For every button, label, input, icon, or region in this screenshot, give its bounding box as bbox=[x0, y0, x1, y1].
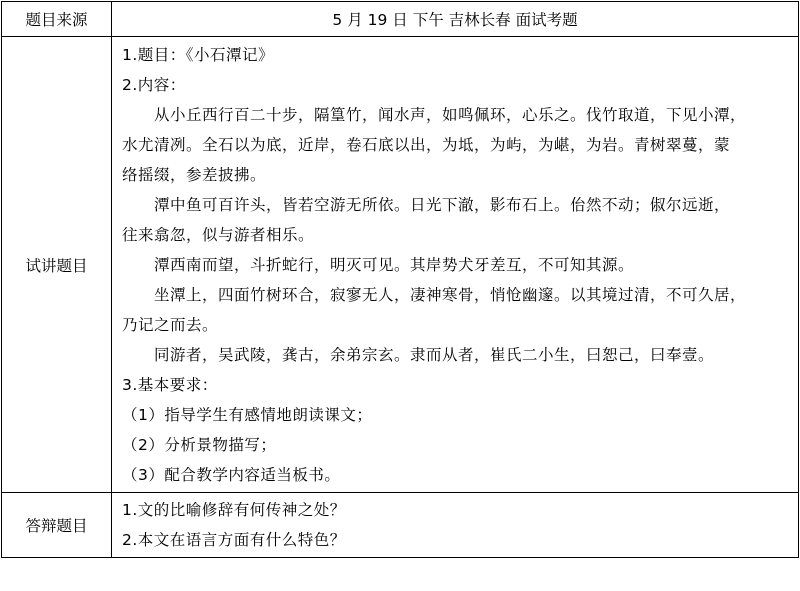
lecture-row bbox=[2, 37, 799, 493]
interview-question-sheet bbox=[0, 1, 800, 591]
source-label: 题目来源 bbox=[2, 2, 112, 37]
defense-label: 答辩题目 bbox=[2, 493, 112, 558]
source-row bbox=[2, 2, 799, 37]
requirement-item: （1）指导学生有感情地朗读课文； bbox=[122, 406, 373, 424]
passage-line: 从小丘西行百二十步，隔篁竹，闻水声，如鸣佩环，心乐之。伐竹取道，下见小潭， bbox=[154, 106, 747, 124]
passage-line: 坐潭上，四面竹树环合，寂寥无人，凄神寒骨，悄怆幽邃。以其境过清，不可久居， bbox=[154, 286, 747, 304]
passage-line: 同游者，吴武陵，龚古，余弟宗玄。隶而从者，崔氏二小生，曰恕己，曰奉壹。 bbox=[154, 346, 715, 364]
lecture-label: 试讲题目 bbox=[2, 37, 112, 493]
requirement-item: （3）配合教学内容适当板书。 bbox=[122, 466, 341, 484]
requirement-item: （2）分析景物描写； bbox=[122, 436, 277, 454]
passage-line: 潭西南而望，斗折蛇行，明灭可见。其岸势犬牙差互，不可知其源。 bbox=[154, 256, 635, 274]
passage-line: 乃记之而去。 bbox=[122, 316, 219, 334]
defense-row bbox=[2, 493, 799, 558]
requirements-heading: 3.基本要求： bbox=[122, 376, 218, 394]
passage-line: 水尤清冽。全石以为底，近岸，卷石底以出，为坻，为屿，为嵁，为岩。青树翠蔓，蒙 bbox=[122, 136, 731, 154]
lecture-content bbox=[112, 37, 799, 493]
defense-question: 1.文的比喻修辞有何传神之处？ bbox=[122, 501, 346, 519]
source-value: 5 月 19 日 下午 吉林长春 面试考题 bbox=[112, 2, 799, 37]
passage-line: 潭中鱼可百许头，皆若空游无所依。日光下澈，影布石上。佁然不动；俶尔远逝， bbox=[154, 196, 731, 214]
question-table bbox=[1, 1, 799, 558]
defense-content bbox=[112, 493, 799, 558]
passage-line: 络摇缀，参差披拂。 bbox=[122, 166, 267, 184]
lecture-title: 1.题目：《小石潭记》 bbox=[122, 46, 275, 64]
passage-line: 往来翕忽，似与游者相乐。 bbox=[122, 226, 315, 244]
defense-question: 2.本文在语言方面有什么特色？ bbox=[122, 531, 346, 549]
lecture-content-heading: 2.内容： bbox=[122, 76, 186, 94]
